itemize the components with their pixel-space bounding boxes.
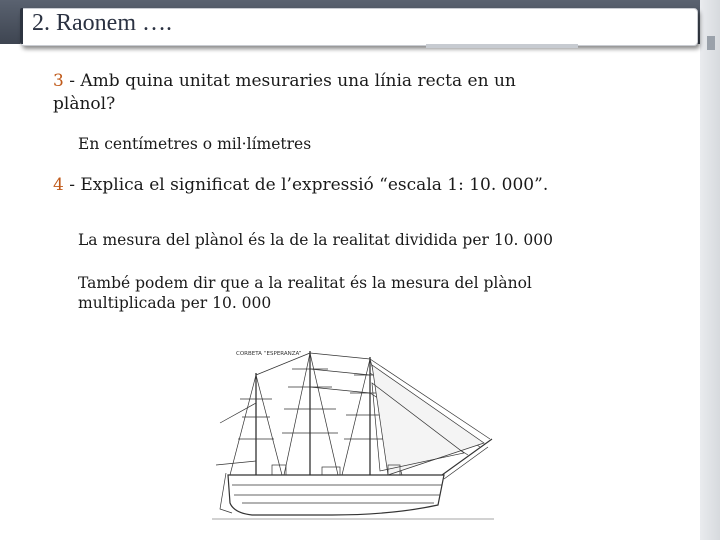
question-4-text: - Explica el significat de l’expressió “escala 1: 10. 000”. bbox=[63, 175, 549, 195]
ship-drawing-label: CORBETA “ESPERANZA” bbox=[236, 351, 302, 357]
ship-drawing bbox=[212, 343, 494, 533]
title-underline bbox=[426, 44, 578, 48]
slide-title: 2. Raonem …. bbox=[32, 10, 172, 36]
question-3-text: - Amb quina unitat mesuraries una línia recta en un bbox=[63, 71, 516, 91]
answer-4b-line1: També podem dir que a la realitat és la mesura del plànol bbox=[78, 274, 532, 292]
question-3-line2: plànol? bbox=[53, 94, 116, 114]
ship-drawing-svg bbox=[212, 343, 494, 533]
right-decoration-tab bbox=[707, 36, 715, 50]
answer-4: La mesura del plànol és la de la realitat dividida per 10. 000 bbox=[78, 231, 553, 249]
right-decoration bbox=[700, 0, 720, 540]
question-3-number: 3 bbox=[53, 71, 64, 91]
answer-3: En centímetres o mil·límetres bbox=[78, 135, 312, 153]
question-3 bbox=[53, 70, 516, 92]
title-accent-bar bbox=[20, 8, 23, 44]
answer-4b-line2: multiplicada per 10. 000 bbox=[78, 294, 272, 312]
question-4 bbox=[53, 174, 548, 196]
question-4-number: 4 bbox=[53, 175, 64, 195]
